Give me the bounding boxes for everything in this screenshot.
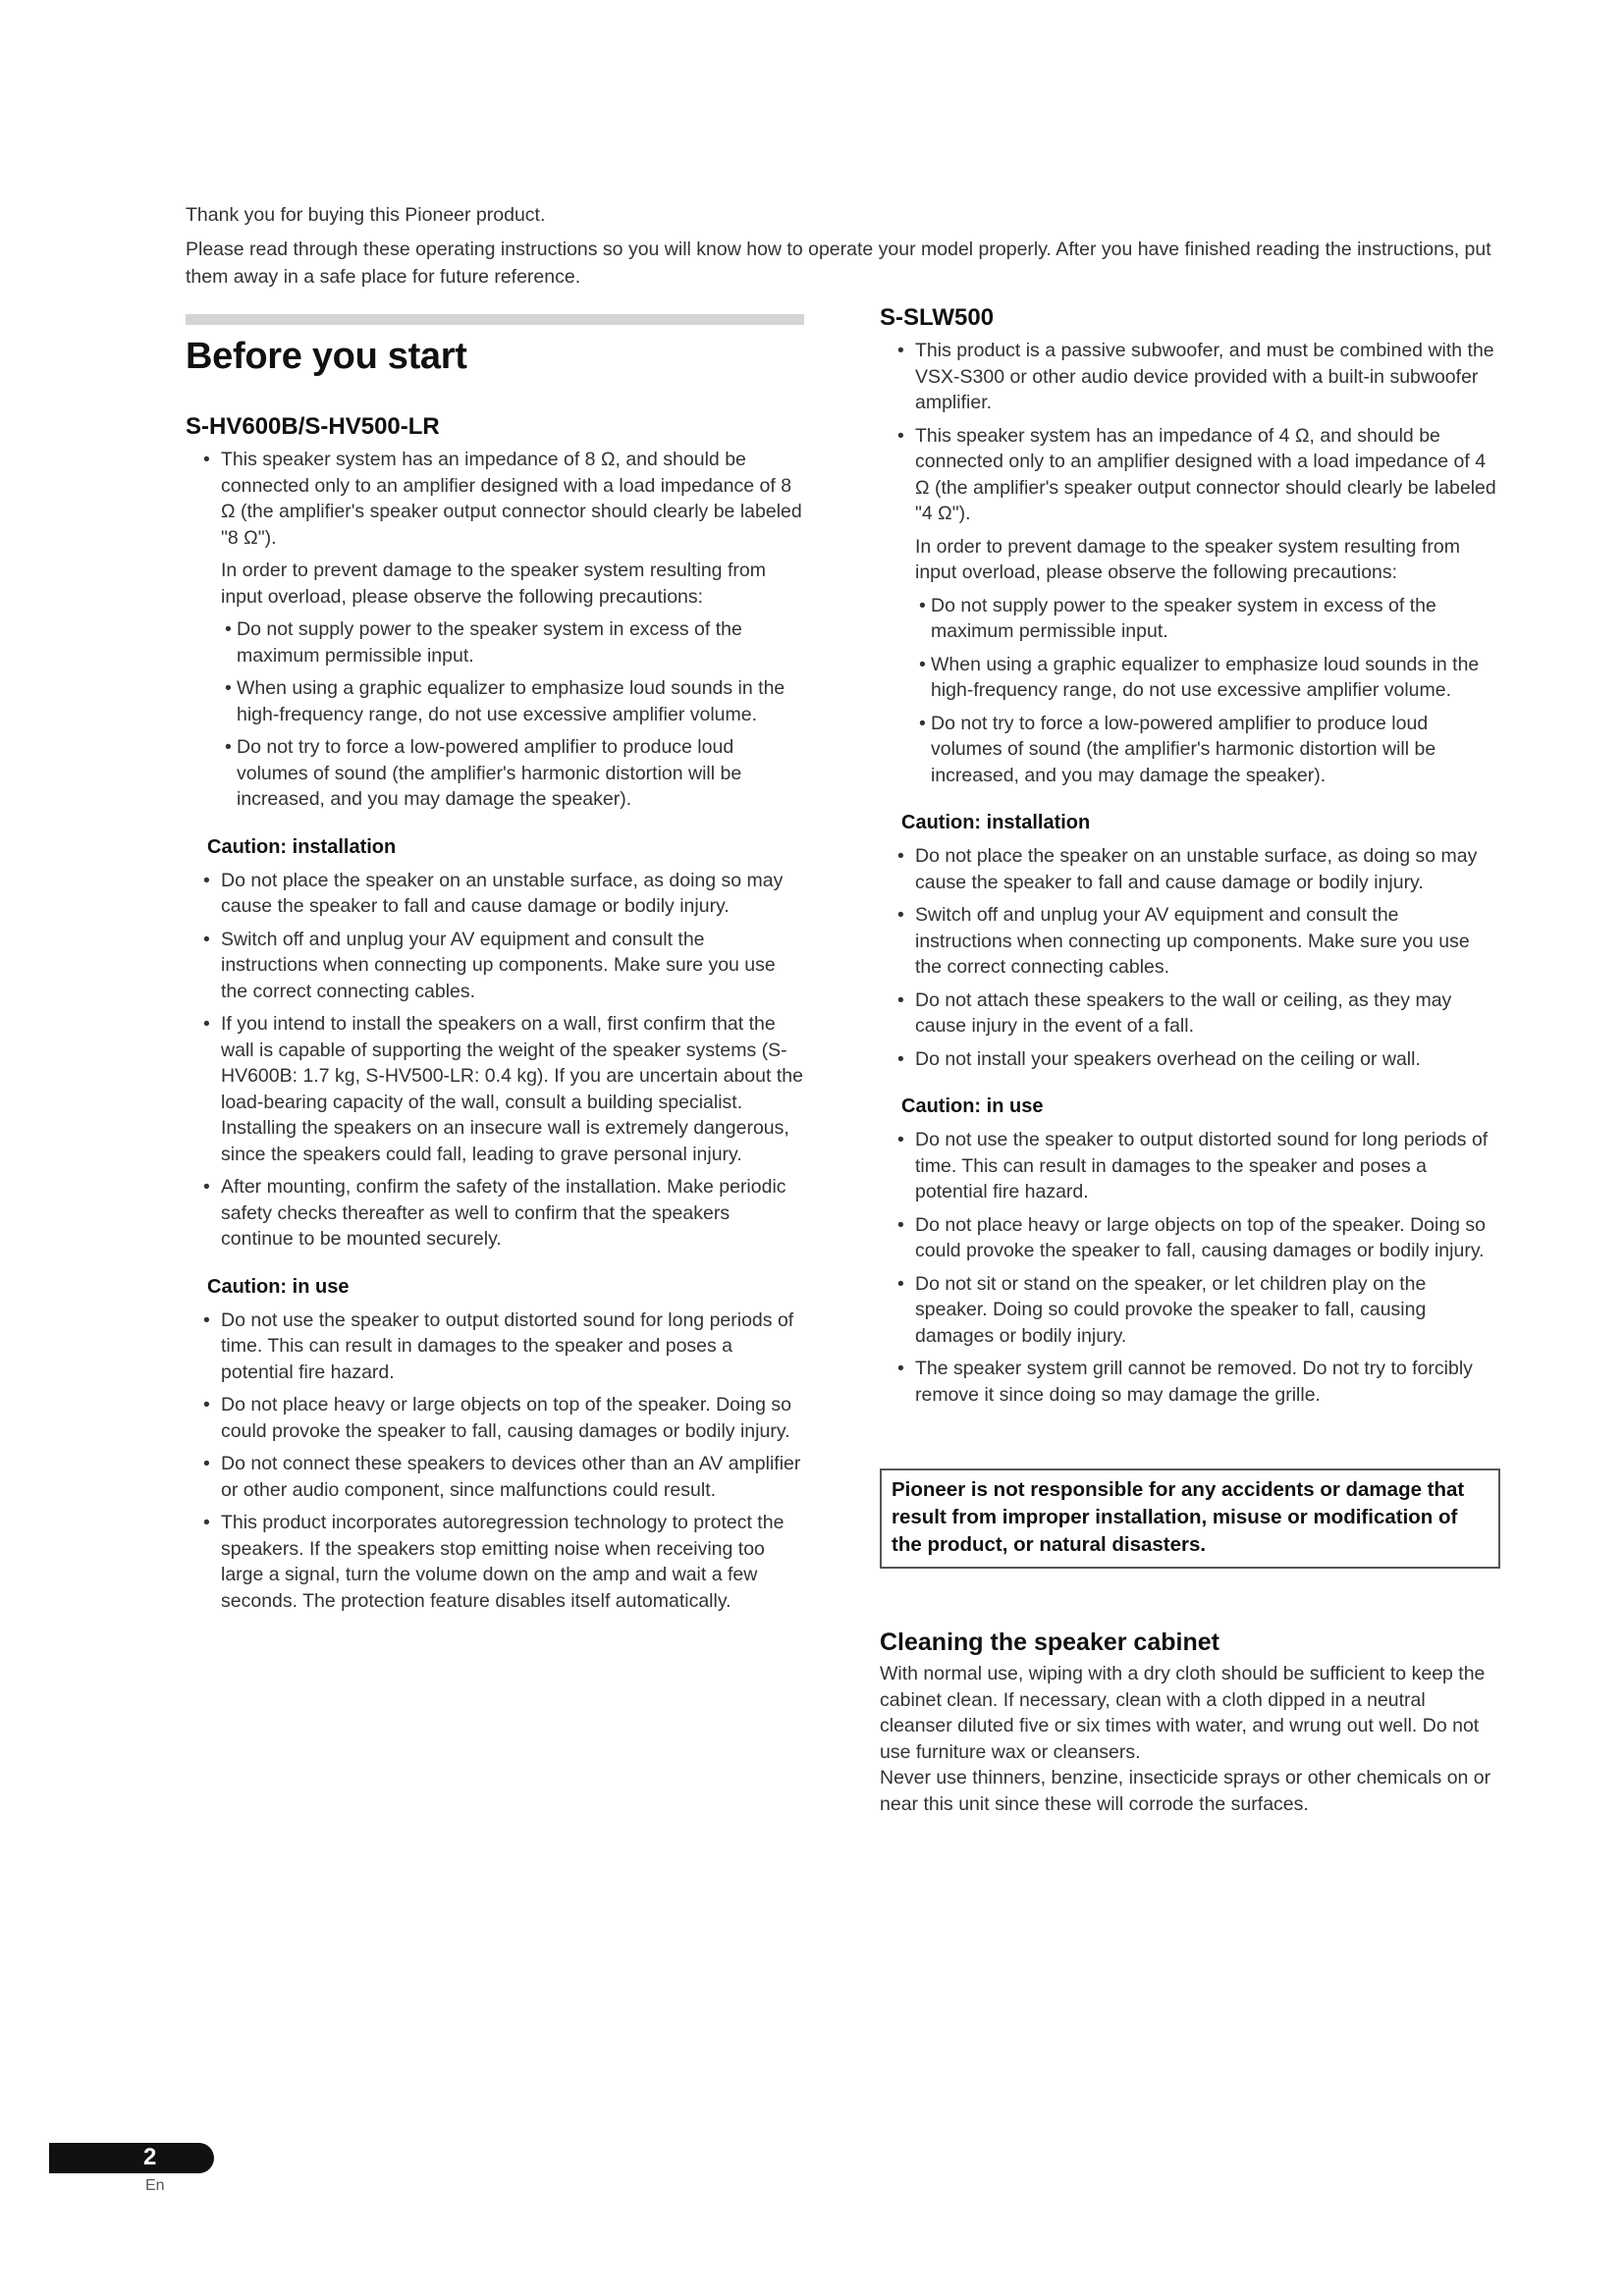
precaution-list (186, 616, 804, 813)
in-use-item: • Do not use the speaker to output distorted sound for long periods of time. This can result in damages to the speaker and poses a potential fire hazard. (880, 1127, 1500, 1205)
impedance-note: • This speaker system has an impedance of 4 Ω, and should be connected only to an amplifier designed with a load impedance of 4 Ω (the amplifier's speaker output connector should clearly be labeled "4 Ω"). (880, 423, 1500, 527)
installation-list (880, 843, 1500, 1072)
in-use-item: • Do not place heavy or large objects on top of the speaker. Doing so could provoke the speaker to fall, causing damages or bodily injury. (880, 1212, 1500, 1264)
model-heading-hv600b: S-HV600B/S-HV500-LR (186, 413, 440, 440)
precaution-item: • Do not try to force a low-powered amplifier to produce loud volumes of sound (the amplifier's harmonic distortion will be increased, and you may damage the speaker). (186, 734, 804, 813)
hv600b-notes (186, 447, 804, 551)
liability-notice: Pioneer is not responsible for any accidents or damage that result from improper installation, misuse or modification of the product, or natural disasters. (880, 1468, 1500, 1569)
installation-item: • After mounting, confirm the safety of the installation. Make periodic safety checks thereafter as well to confirm that the speakers continue to be mounted securely. (186, 1174, 804, 1253)
intro-instructions: Please read through these operating instructions so you will know how to operate your model properly. After you have finished reading the instructions, put them away in a safe place for future reference. (186, 239, 1491, 288)
in-use-item: • Do not place heavy or large objects on top of the speaker. Doing so could provoke the speaker to fall, causing damages or bodily injury. (186, 1392, 804, 1444)
precaution-item: • When using a graphic equalizer to emphasize loud sounds in the high-frequency range, do not use excessive amplifier volume. (880, 652, 1500, 704)
intro (186, 201, 1501, 297)
caution-installation-heading: Caution: installation (207, 835, 397, 858)
page-title: Before you start (186, 336, 467, 377)
in-use-item: • Do not connect these speakers to devices other than an AV amplifier or other audio component, since malfunctions could result. (186, 1451, 804, 1503)
page-number-tab (49, 2143, 214, 2173)
installation-list (186, 868, 804, 1253)
installation-item: • Do not attach these speakers to the wall or ceiling, as they may cause injury in the event of a fall. (880, 988, 1500, 1040)
installation-item: • Do not install your speakers overhead on the ceiling or wall. (880, 1046, 1500, 1073)
in-use-item: • Do not use the speaker to output distorted sound for long periods of time. This can result in damages to the speaker and poses a potential fire hazard. (186, 1308, 804, 1386)
in-use-item: • The speaker system grill cannot be removed. Do not try to forcibly remove it since doing so may damage the grille. (880, 1356, 1500, 1408)
in-use-item: • Do not sit or stand on the speaker, or let children play on the speaker. Doing so could provoke the speaker to fall, causing damages or bodily injury. (880, 1271, 1500, 1350)
left-column (186, 314, 804, 1621)
precaution-intro: In order to prevent damage to the speaker system resulting from input overload, please observe the following precautions: (221, 560, 766, 608)
caution-installation-heading: Caution: installation (901, 812, 1091, 833)
precaution-item: • When using a graphic equalizer to emphasize loud sounds in the high-frequency range, do not use excessive amplifier volume. (186, 675, 804, 727)
installation-item: • Switch off and unplug your AV equipment and consult the instructions when connecting up components. Make sure you use the correct connecting cables. (186, 927, 804, 1005)
precaution-list (880, 593, 1500, 789)
cleaning-heading: Cleaning the speaker cabinet (880, 1629, 1219, 1656)
precaution-intro: In order to prevent damage to the speaker system resulting from input overload, please observe the following precautions: (915, 535, 1460, 583)
right-column (880, 304, 1500, 1817)
impedance-note: • This speaker system has an impedance of 8 Ω, and should be connected only to an amplifier designed with a load impedance of 8 Ω (the amplifier's speaker output connector should clearly be labeled "8 Ω"). (186, 447, 804, 551)
in-use-list (880, 1127, 1500, 1408)
intro-thanks: Thank you for buying this Pioneer product. (186, 204, 546, 226)
precaution-item: • Do not supply power to the speaker system in excess of the maximum permissible input. (880, 593, 1500, 645)
cleaning-warning: Never use thinners, benzine, insecticide sprays or other chemicals on or near this unit since these will corrode the surfaces. (880, 1767, 1491, 1815)
model-heading-slw500: S-SLW500 (880, 304, 995, 331)
installation-item: • Do not place the speaker on an unstable surface, as doing so may cause the speaker to fall and cause damage or bodily injury. (880, 843, 1500, 895)
caution-in-use-heading: Caution: in use (901, 1095, 1044, 1117)
caution-in-use-heading: Caution: in use (207, 1275, 350, 1298)
precaution-item: • Do not try to force a low-powered amplifier to produce loud volumes of sound (the amplifier's harmonic distortion will be increased, and you may damage the speaker). (880, 711, 1500, 789)
in-use-list (186, 1308, 804, 1615)
language-code: En (145, 2177, 165, 2194)
page-number: 2 (143, 2144, 157, 2170)
precaution-item: • Do not supply power to the speaker system in excess of the maximum permissible input. (186, 616, 804, 668)
installation-item: • Switch off and unplug your AV equipment and consult the instructions when connecting up components. Make sure you use the correct connecting cables. (880, 902, 1500, 981)
passive-subwoofer-note: • This product is a passive subwoofer, and must be combined with the VSX-S300 or other audio device provided with a built-in subwoofer amplifier. (880, 338, 1500, 416)
installation-item: • If you intend to install the speakers on a wall, first confirm that the wall is capable of supporting the weight of the speaker systems (S-HV600B: 1.7 kg, S-HV500-LR: 0.4 kg). If you are uncertain about the load-bearing capacity of the wall, consult a building specialist. Installing the speakers on an insecure wall is extremely dangerous, since the speakers could fall, leading to grave personal injury. (186, 1011, 804, 1167)
cleaning-paragraph: With normal use, wiping with a dry cloth should be sufficient to keep the cabinet clean. If necessary, clean with a cloth dipped in a neutral cleanser diluted five or six times with water, and wrung out well. Do not use furniture wax or cleansers. (880, 1663, 1486, 1763)
installation-item: • Do not place the speaker on an unstable surface, as doing so may cause the speaker to fall and cause damage or bodily injury. (186, 868, 804, 920)
section-rule (186, 314, 804, 325)
slw500-notes (880, 338, 1500, 527)
in-use-item: • This product incorporates autoregression technology to protect the speakers. If the speakers stop emitting noise when receiving too large a signal, turn the volume down on the amp and wait a few seconds. The protection feature disables itself automatically. (186, 1510, 804, 1614)
